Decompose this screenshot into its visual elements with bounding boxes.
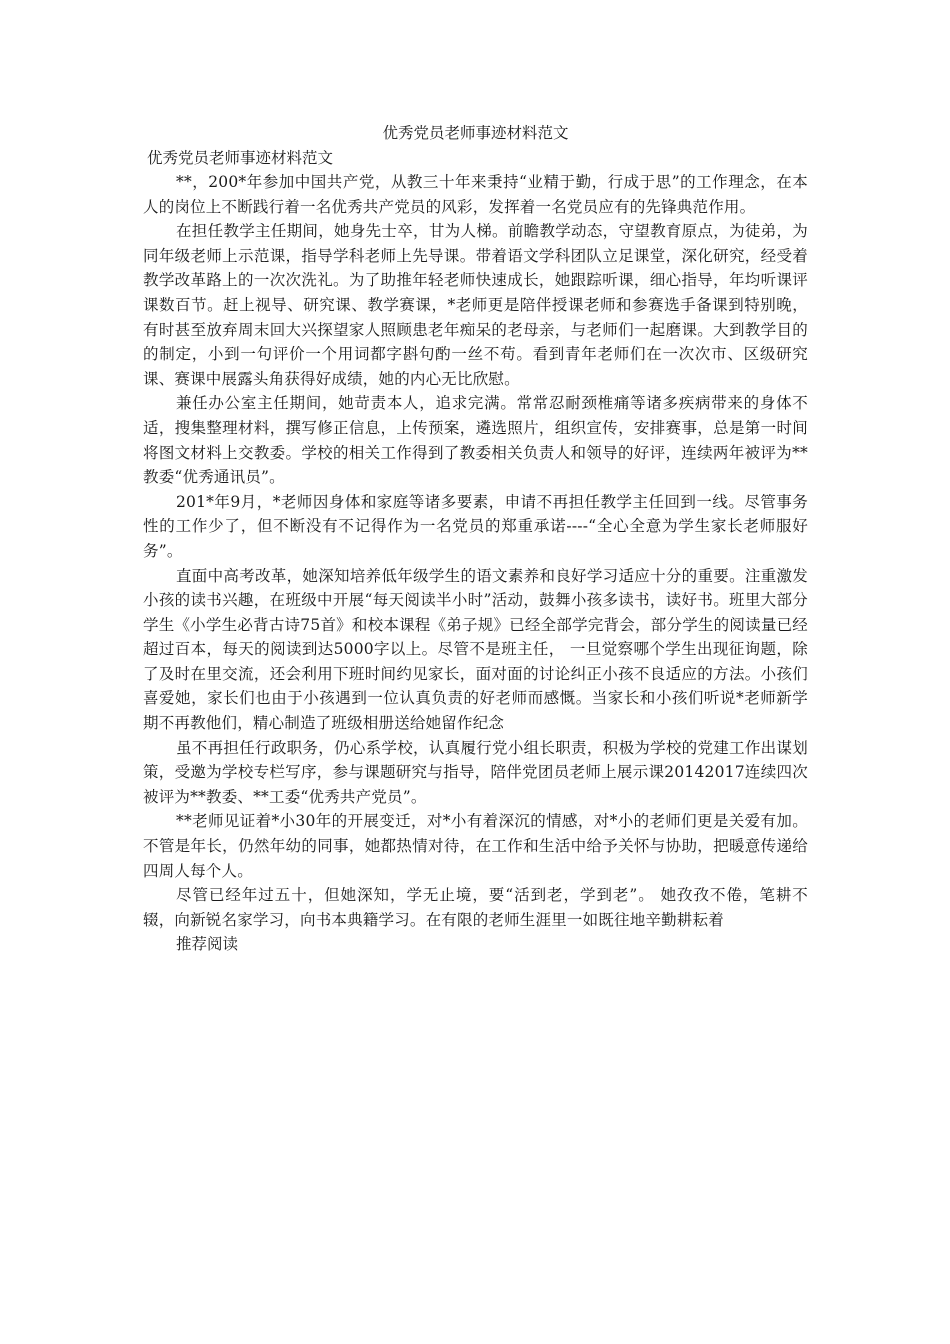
paragraph-colleagues: **老师见证着*小30年的开展变迁，对*小有着深沉的情感，对*小的老师们更是关爱有加。不管是年长，仍然年幼的同事，她都热情对待，在工作和生活中给予关怀与协助，把暖意传递给四周人每个人。: [143, 812, 808, 880]
paragraph-lifelong-learning: 尽管已经年过五十，但她深知，学无止境，要“活到老，学到老”。 她孜孜不倦，笔耕不辍，向新锐名家学习，向书本典籍学习。在有限的老师生涯里一如既往地辛勤耕耘着: [143, 886, 808, 929]
document-title: 优秀党员老师事迹材料范文: [382, 124, 569, 142]
recommended-reading-link[interactable]: 推荐阅读: [176, 935, 239, 954]
paragraph-return-frontline: 201*年9月，*老师因身体和家庭等诸多要素，申请不再担任教学主任回到一线。尽管事务性的工作少了，但不断没有不记得作为一名党员的郑重承诺----“全心全意为学生家长老师服好务”。: [143, 492, 808, 560]
paragraph-office-director: 兼任办公室主任期间，她苛责本人，追求完满。常常忍耐颈椎痛等诸多疾病带来的身体不适，搜集整理材料，撰写修正信息，上传预案，遴选照片，组织宣传，安排赛事，总是第一时间将图文材料上交教委。学校的相关工作得到了教委相关负责人和领导的好评，连续两年被评为**教委“优秀通讯员”。: [143, 394, 808, 487]
paragraph-party-work: 虽不再担任行政职务，仍心系学校，认真履行党小组长职责，积极为学校的党建工作出谋划策，受邀为学校专栏写序，参与课题研究与指导，陪伴党团员老师上展示课20142017连续四次被评为**教委、**工委“优秀共产党员”。: [143, 738, 808, 806]
paragraph-reading-activity: 直面中高考改革，她深知培养低年级学生的语文素养和良好学习适应十分的重要。注重激发小孩的读书兴趣，在班级中开展“每天阅读半小时”活动，鼓舞小孩多读书，读好书。班里大部分学生《小学生必背古诗75首》和校本课程《弟子规》已经全部学完背会，部分学生的阅读量已经超过百本，每天的阅读到达5000字以上。尽管不是班主任， 一旦觉察哪个学生出现征询题，除了及时在里交流，还会利用下班时间约见家长，面对面的讨论纠正小孩不良适应的方法。小孩们喜爱她，家长们也由于小孩遇到一位认真负责的好老师而感慨。当家长和小孩们听说*老师新学期不再教他们，精心制造了班级相册送给她留作纪念: [143, 566, 808, 733]
document-subtitle: 优秀党员老师事迹材料范文: [147, 149, 334, 167]
paragraph-intro: **，200*年参加中国共产党，从教三十年来秉持“业精于勤，行成于思”的工作理念，在本人的岗位上不断践行着一名优秀共产党员的风彩，发挥着一名党员应有的先锋典范作用。: [143, 173, 808, 216]
paragraph-teaching-director: 在担任教学主任期间，她身先士卒，甘为人梯。前瞻教学动态，守望教育原点，为徒弟，为同年级老师上示范课，指导学科老师上先导课。带着语文学科团队立足课堂，深化研究，经受着教学改革路上的一次次洗礼。为了助推年轻老师快速成长，她跟踪听课，细心指导，年均听课评课数百节。赶上视导、研究课、教学赛课，*老师更是陪伴授课老师和参赛选手备课到特别晚，有时甚至放弃周末回大兴探望家人照顾患老年痴呆的老母亲，与老师们一起磨课。大到教学目的的制定，小到一句评价一个用词都字斟句酌一丝不苟。看到青年老师们在一次次市、区级研究课、赛课中展露头角获得好成绩，她的内心无比欣慰。: [143, 222, 808, 388]
document-page: [143, 122, 808, 957]
